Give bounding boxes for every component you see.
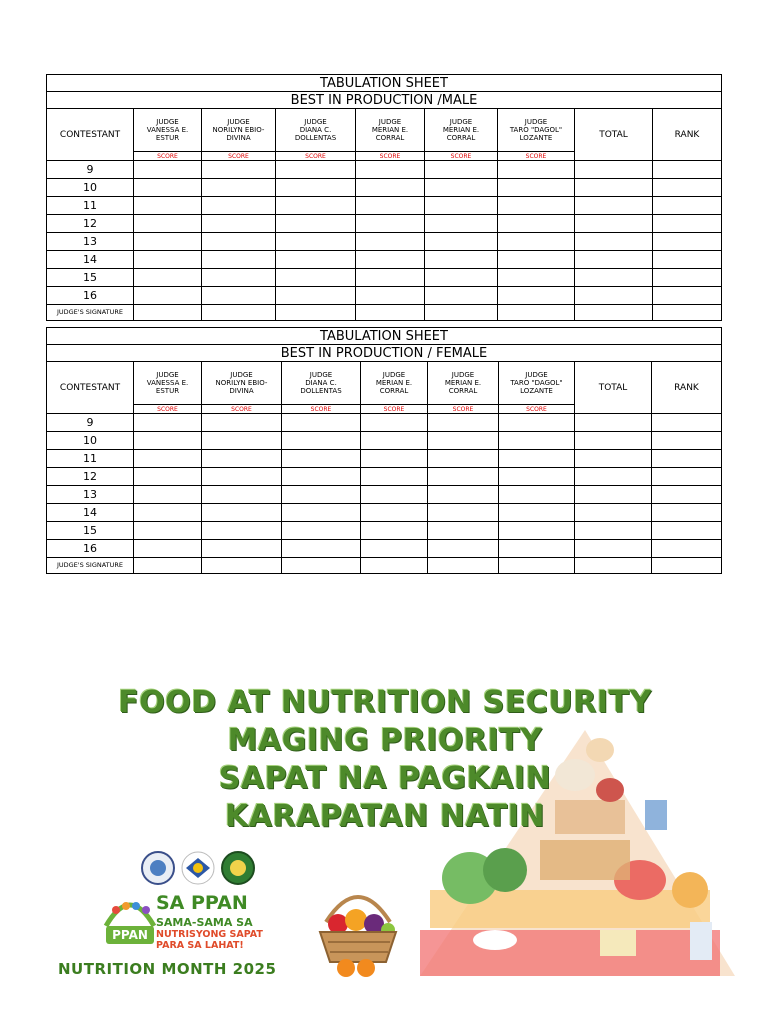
table-row [47,504,722,522]
judge-name: MERIAN E. CORRAL [375,379,413,395]
score-cell[interactable] [282,504,361,522]
score-cell[interactable] [202,215,276,233]
tabulation-table [46,74,722,321]
score-cell[interactable] [361,432,428,450]
contestant-number: 13 [47,233,134,251]
score-cell[interactable] [361,468,428,486]
judge-role: JUDGE [382,371,406,379]
contestant-number: 16 [47,540,134,558]
score-cell[interactable] [575,161,653,179]
score-cell[interactable] [202,504,282,522]
contestant-number: 13 [47,486,134,504]
score-cell[interactable] [499,468,575,486]
judge-header [498,109,575,152]
score-cell[interactable] [575,179,653,197]
score-cell[interactable] [575,504,652,522]
score-cell[interactable] [425,161,498,179]
score-cell[interactable] [356,161,425,179]
judge-role: JUDGE [156,371,179,379]
signature-cell[interactable] [499,558,575,574]
score-cell[interactable] [276,251,356,269]
ppan-family-icon [102,888,158,948]
score-cell[interactable] [202,197,276,215]
government-seals [140,850,280,890]
judge-header [282,362,361,405]
contestant-number: 15 [47,522,134,540]
score-cell[interactable] [428,414,499,432]
ppan-title: SA PPAN [156,892,248,914]
total-header: TOTAL [575,362,652,414]
judge-name: TARO "DAGOL" LOZANTE [509,126,563,142]
score-label: SCORE [361,405,428,414]
score-cell[interactable] [202,414,282,432]
score-cell[interactable] [202,269,276,287]
score-cell[interactable] [575,450,652,468]
score-cell[interactable] [575,468,652,486]
judge-header [134,362,202,405]
score-cell[interactable] [575,414,652,432]
score-cell[interactable] [652,522,722,540]
score-cell[interactable] [499,432,575,450]
table-row [47,269,722,287]
contestant-number: 9 [47,161,134,179]
signature-cell[interactable] [282,558,361,574]
score-cell[interactable] [652,450,722,468]
score-cell[interactable] [282,432,361,450]
tabulation-sheet-male [46,74,721,321]
signature-cell[interactable] [653,305,722,321]
judge-name: MERIAN E. CORRAL [371,126,409,142]
score-cell[interactable] [498,269,575,287]
score-cell[interactable] [356,233,425,251]
score-cell[interactable] [202,161,276,179]
score-cell[interactable] [202,251,276,269]
score-cell[interactable] [652,432,722,450]
tabulation-sheet-female [46,327,721,574]
score-cell[interactable] [356,269,425,287]
score-cell[interactable] [425,287,498,305]
table-row [47,251,722,269]
score-cell[interactable] [499,522,575,540]
table-row [47,287,722,305]
score-cell[interactable] [498,233,575,251]
signature-cell[interactable] [202,558,282,574]
score-cell[interactable] [499,540,575,558]
score-cell[interactable] [575,197,653,215]
judge-role: JUDGE [156,118,179,126]
score-cell[interactable] [202,486,282,504]
score-cell[interactable] [134,450,202,468]
judge-role: JUDGE [304,118,327,126]
score-cell[interactable] [282,540,361,558]
total-header: TOTAL [575,109,653,161]
score-cell[interactable] [425,269,498,287]
sheet-title: TABULATION SHEET [47,328,722,345]
score-cell[interactable] [652,504,722,522]
contestant-header: CONTESTANT [47,362,134,414]
score-label: SCORE [276,152,356,161]
score-cell[interactable] [653,161,722,179]
score-cell[interactable] [202,468,282,486]
table-row [47,486,722,504]
headline-line: FOOD AT NUTRITION SECURITY [118,685,652,720]
table-row [47,233,722,251]
score-cell[interactable] [499,486,575,504]
score-cell[interactable] [361,486,428,504]
judge-header [134,109,202,152]
score-label: SCORE [134,405,202,414]
headline [40,684,730,836]
fruit-basket-illustration [308,882,408,982]
judge-header [425,109,498,152]
score-cell[interactable] [498,197,575,215]
score-cell[interactable] [575,269,653,287]
judge-role: JUDGE [230,371,253,379]
score-cell[interactable] [134,414,202,432]
score-cell[interactable] [425,251,498,269]
score-cell[interactable] [361,414,428,432]
score-cell[interactable] [356,197,425,215]
score-label: SCORE [202,152,276,161]
score-cell[interactable] [134,287,202,305]
signature-cell[interactable] [425,305,498,321]
judge-role: JUDGE [227,118,250,126]
headline-line: KARAPATAN NATIN [224,799,546,834]
score-cell[interactable] [134,504,202,522]
judge-name: DIANA C. DOLLENTAS [300,379,342,395]
score-cell[interactable] [498,287,575,305]
nutrition-month-poster [0,600,768,1024]
contestant-number: 16 [47,287,134,305]
contestant-number: 12 [47,215,134,233]
score-cell[interactable] [282,450,361,468]
sheet-subtitle: BEST IN PRODUCTION / FEMALE [47,345,722,362]
score-cell[interactable] [652,414,722,432]
score-cell[interactable] [134,540,202,558]
tabulation-table [46,327,722,574]
contestant-number: 12 [47,468,134,486]
judge-role: JUDGE [309,371,333,379]
score-cell[interactable] [428,522,499,540]
signature-cell[interactable] [498,305,575,321]
score-cell[interactable] [425,233,498,251]
score-cell[interactable] [276,269,356,287]
judge-role: JUDGE [449,118,473,126]
sheet-subtitle: BEST IN PRODUCTION /MALE [47,92,722,109]
judge-role: JUDGE [451,371,475,379]
score-label: SCORE [202,405,282,414]
score-cell[interactable] [428,486,499,504]
signature-cell[interactable] [428,558,499,574]
ppan-badge-text: PPAN [112,928,148,942]
score-cell[interactable] [575,251,653,269]
score-cell[interactable] [276,233,356,251]
score-cell[interactable] [425,215,498,233]
judge-header [361,362,428,405]
judge-name: MERIAN E. CORRAL [444,379,482,395]
score-cell[interactable] [575,287,653,305]
score-cell[interactable] [428,540,499,558]
signature-cell[interactable] [134,558,202,574]
contestant-number: 10 [47,179,134,197]
nutrition-month-label: NUTRITION MONTH 2025 [58,960,277,978]
judge-name: NORILYN EBIO-DIVINA [212,126,265,142]
score-cell[interactable] [498,179,575,197]
judge-name: TARO "DAGOL" LOZANTE [510,379,563,395]
score-cell[interactable] [575,215,653,233]
score-cell[interactable] [134,215,202,233]
score-cell[interactable] [356,215,425,233]
score-cell[interactable] [575,432,652,450]
score-cell[interactable] [282,414,361,432]
score-cell[interactable] [134,486,202,504]
score-cell[interactable] [499,414,575,432]
signature-cell[interactable] [276,305,356,321]
signature-cell[interactable] [652,558,722,574]
headline-line: MAGING PRIORITY [227,723,543,758]
score-label: SCORE [134,152,202,161]
signature-cell[interactable] [575,558,652,574]
score-cell[interactable] [202,522,282,540]
score-cell[interactable] [361,540,428,558]
score-cell[interactable] [499,450,575,468]
score-cell[interactable] [134,251,202,269]
table-row [47,215,722,233]
score-cell[interactable] [134,432,202,450]
signature-label: JUDGE'S SIGNATURE [47,305,134,321]
judge-header [202,109,276,152]
signature-cell[interactable] [361,558,428,574]
signature-cell[interactable] [134,305,202,321]
score-cell[interactable] [361,522,428,540]
ppan-logo [102,886,282,952]
score-label: SCORE [498,152,575,161]
score-cell[interactable] [428,468,499,486]
contestant-number: 14 [47,251,134,269]
score-cell[interactable] [498,161,575,179]
contestant-number: 11 [47,197,134,215]
score-cell[interactable] [653,215,722,233]
score-cell[interactable] [134,197,202,215]
judge-header [356,109,425,152]
judge-role: JUDGE [525,371,548,379]
score-cell[interactable] [653,287,722,305]
judge-name: VANESSA E. ESTUR [146,126,189,142]
score-cell[interactable] [276,197,356,215]
signature-cell[interactable] [575,305,653,321]
score-cell[interactable] [653,233,722,251]
table-row [47,179,722,197]
judge-header [499,362,575,405]
table-row [47,432,722,450]
judge-role: JUDGE [524,118,548,126]
score-cell[interactable] [202,432,282,450]
table-row [47,450,722,468]
rank-header: RANK [652,362,722,414]
score-cell[interactable] [653,269,722,287]
table-row [47,522,722,540]
ppan-tagline: NUTRISYONG SAPAT [156,929,263,940]
table-row [47,540,722,558]
score-cell[interactable] [361,450,428,468]
judge-header [428,362,499,405]
judge-header [276,109,356,152]
score-cell[interactable] [134,522,202,540]
judge-name: VANESSA E. ESTUR [146,379,189,395]
score-cell[interactable] [575,486,652,504]
score-cell[interactable] [652,486,722,504]
score-cell[interactable] [575,522,652,540]
judge-name: MERIAN E. CORRAL [442,126,480,142]
contestant-number: 10 [47,432,134,450]
score-cell[interactable] [202,179,276,197]
score-cell[interactable] [276,161,356,179]
judge-name: NORILYN EBIO-DIVINA [215,379,268,395]
score-cell[interactable] [202,540,282,558]
score-cell[interactable] [134,233,202,251]
ppan-tagline: PARA SA LAHAT! [156,940,244,951]
score-cell[interactable] [653,179,722,197]
score-cell[interactable] [356,251,425,269]
score-cell[interactable] [134,269,202,287]
score-cell[interactable] [653,197,722,215]
table-row [47,161,722,179]
sheet-title: TABULATION SHEET [47,75,722,92]
score-cell[interactable] [356,179,425,197]
score-cell[interactable] [499,504,575,522]
score-cell[interactable] [134,468,202,486]
score-cell[interactable] [575,540,652,558]
ppan-tagline: SAMA-SAMA SA [156,916,253,929]
score-cell[interactable] [428,432,499,450]
contestant-number: 11 [47,450,134,468]
judge-role: JUDGE [378,118,402,126]
score-cell[interactable] [498,251,575,269]
score-cell[interactable] [575,233,653,251]
score-cell[interactable] [428,450,499,468]
score-label: SCORE [282,405,361,414]
score-label: SCORE [425,152,498,161]
score-cell[interactable] [498,215,575,233]
headline-line: SAPAT NA PAGKAIN [218,761,552,796]
score-cell[interactable] [425,197,498,215]
score-cell[interactable] [652,468,722,486]
score-cell[interactable] [276,179,356,197]
score-cell[interactable] [276,215,356,233]
score-cell[interactable] [202,233,276,251]
score-cell[interactable] [282,468,361,486]
table-row [47,197,722,215]
score-cell[interactable] [134,179,202,197]
judge-header [202,362,282,405]
score-cell[interactable] [652,540,722,558]
score-cell[interactable] [134,161,202,179]
signature-label: JUDGE'S SIGNATURE [47,558,134,574]
score-cell[interactable] [202,287,276,305]
contestant-number: 14 [47,504,134,522]
score-cell[interactable] [276,287,356,305]
score-cell[interactable] [202,450,282,468]
contestant-number: 9 [47,414,134,432]
score-cell[interactable] [428,504,499,522]
score-cell[interactable] [653,251,722,269]
rank-header: RANK [653,109,722,161]
score-cell[interactable] [425,179,498,197]
signature-cell[interactable] [356,305,425,321]
contestant-number: 15 [47,269,134,287]
table-row [47,414,722,432]
score-cell[interactable] [356,287,425,305]
judge-name: DIANA C. DOLLENTAS [294,126,337,142]
score-label: SCORE [356,152,425,161]
score-cell[interactable] [361,504,428,522]
table-row [47,468,722,486]
contestant-header: CONTESTANT [47,109,134,161]
score-cell[interactable] [282,486,361,504]
signature-cell[interactable] [202,305,276,321]
score-cell[interactable] [282,522,361,540]
score-label: SCORE [499,405,575,414]
score-label: SCORE [428,405,499,414]
